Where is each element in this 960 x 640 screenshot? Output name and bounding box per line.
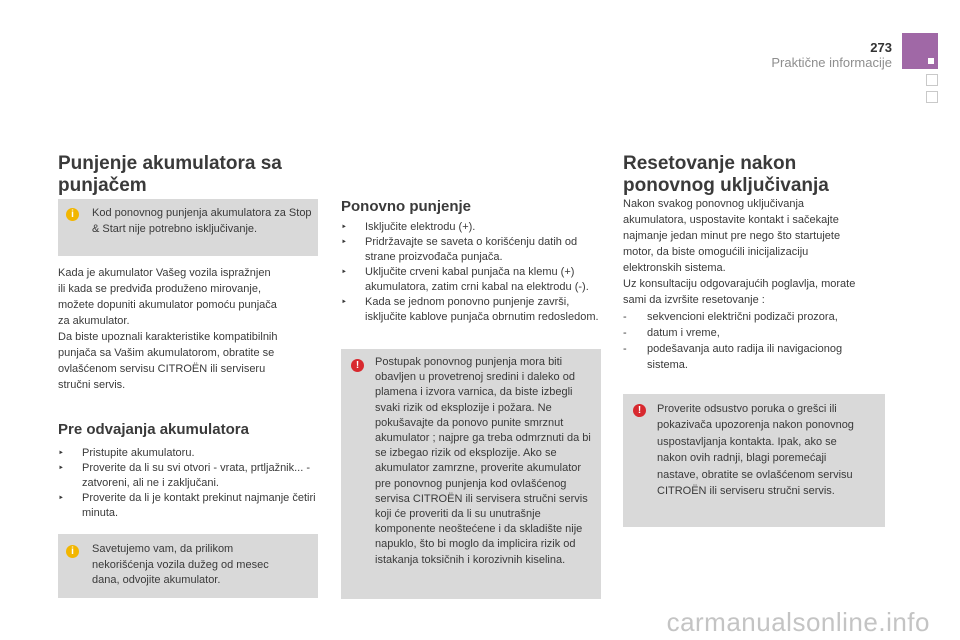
right-paragraph-line: motor, da biste omogućili inicijalizaciju bbox=[623, 246, 809, 258]
section-label: Praktične informacije bbox=[771, 55, 892, 70]
arrow-bullet-icon: ‣ bbox=[341, 222, 347, 233]
left-paragraph-line: Kada je akumulator Vašeg vozila ispražnjen bbox=[58, 267, 271, 279]
middle-warning-text: Postupak ponovnog punjenja mora biti obavljen u provetrenoj sredini i daleko od plamena i izvora varnica, da biste izbegli svaki rizik od eksplozije i požara. Ne pokušavajte da ponovo punite smrznut akumulator ; najpre ga treba odmrznuti da bi se izbegao rizik od eksplozije. Ako se akumulator zamrzne, proverite akumulator pre ponovnog punjenja kod ovlašćenog servisa CITROËN ili servisera stručni servis koji će proveriti da li su unutrašnje komponente neoštećene i da skladište nije napuklo, što bi moglo da implicira rizik od istakanja toksičnih i korozivnih kiselina. bbox=[375, 356, 591, 566]
right-paragraph bbox=[623, 196, 888, 308]
chapter-tab-active bbox=[902, 33, 938, 69]
warning-icon: ! bbox=[633, 404, 646, 417]
chapter-tab-1 bbox=[926, 74, 938, 86]
right-paragraph-line: najmanje jedan minut pre nego što startujete bbox=[623, 230, 841, 242]
right-title: Resetovanje nakon ponovnog uključivanja bbox=[623, 153, 829, 196]
left-info-box-2 bbox=[58, 534, 318, 598]
left-paragraph-line: ovlašćenom servisu CITROËN ili serviseru bbox=[58, 363, 266, 375]
middle-warning-box bbox=[341, 349, 601, 599]
arrow-bullet-icon: ‣ bbox=[58, 493, 64, 504]
right-paragraph-line: Nakon svakog ponovnog uključivanja bbox=[623, 198, 805, 210]
left-paragraph-line: možete dopuniti akumulator pomoću punjača bbox=[58, 299, 277, 311]
warning-icon: ! bbox=[351, 359, 364, 372]
left-paragraph-line: Da biste upoznali karakteristike kompatibilnih bbox=[58, 331, 278, 343]
middle-title: Ponovno punjenje bbox=[341, 198, 471, 215]
left-paragraph-line: za akumulator. bbox=[58, 315, 130, 327]
list-item: - sekvencioni električni podizači prozora, bbox=[623, 311, 838, 323]
list-item: ‣ Isključite elektrodu (+). bbox=[341, 221, 476, 233]
list-item: ‣ Kada se jednom ponovno punjenje završi, isključite kablove punjača obrnutim redosledom. bbox=[341, 296, 599, 323]
list-item: ‣ Pridržavajte se saveta o korišćenju datih od strane proizvođača punjača. bbox=[341, 236, 578, 263]
left-bullets bbox=[58, 446, 318, 521]
right-warning-text: Proverite odsustvo poruka o grešci ili pokazivača upozorenja nakon ponovnog uspostavljanja kontakta. Ipak, ako se nakon ovih radnji, blagi poremećaji nastave, obratite se ovlašćenom servisu CITROËN ili serviseru stručni servis. bbox=[657, 403, 854, 498]
left-paragraph bbox=[58, 265, 318, 393]
list-item: ‣ Proverite da li je kontakt prekinut najmanje četiri minuta. bbox=[58, 492, 316, 519]
left-info-box bbox=[58, 199, 318, 256]
left-info-text-2: Savetujemo vam, da prilikom nekorišćenja vozila dužeg od mesec dana, odvojite akumulator. bbox=[92, 543, 269, 586]
right-paragraph-line: sami da izvršite resetovanje : bbox=[623, 294, 765, 306]
right-warning-box bbox=[623, 394, 885, 527]
right-paragraph-line: elektronskih sistema. bbox=[623, 262, 726, 274]
list-item: ‣ Proverite da li su svi otvori - vrata, prtljažnik... - zatvoreni, ali ne i zaključani. bbox=[58, 462, 311, 489]
right-dashes bbox=[623, 309, 878, 373]
arrow-bullet-icon: ‣ bbox=[58, 463, 64, 474]
list-item: ‣ Pristupite akumulatoru. bbox=[58, 447, 195, 459]
left-title: Punjenje akumulatora sa punjačem bbox=[58, 153, 282, 196]
left-info-text: Kod ponovnog punjenja akumulatora za Stop & Start nije potrebno isključivanje. bbox=[92, 207, 312, 235]
arrow-bullet-icon: ‣ bbox=[341, 237, 347, 248]
info-icon: i bbox=[66, 208, 79, 221]
arrow-bullet-icon: ‣ bbox=[58, 448, 64, 459]
chapter-tab-2 bbox=[926, 91, 938, 103]
arrow-bullet-icon: ‣ bbox=[341, 267, 347, 278]
arrow-bullet-icon: ‣ bbox=[341, 297, 347, 308]
right-paragraph-line: Uz konsultaciju odgovarajućih poglavlja, morate bbox=[623, 278, 856, 290]
info-icon: i bbox=[66, 545, 79, 558]
page-number: 273 bbox=[870, 40, 892, 55]
watermark: carmanualsonline.info bbox=[666, 607, 930, 637]
left-paragraph-line: stručni servis. bbox=[58, 379, 126, 391]
left-paragraph-line: punjača sa Vašim akumulatorom, obratite se bbox=[58, 347, 275, 359]
tab-dot-icon bbox=[928, 58, 934, 64]
list-item: ‣ Uključite crveni kabal punjača na klemu (+) akumulatora, zatim crni kabal na elektrodu (-). bbox=[341, 266, 589, 293]
middle-bullets bbox=[341, 220, 603, 325]
left-subtitle: Pre odvajanja akumulatora bbox=[58, 421, 249, 438]
list-item: - podešavanja auto radija ili navigacionog sistema. bbox=[623, 343, 843, 371]
list-item: - datum i vreme, bbox=[623, 327, 720, 339]
right-paragraph-line: akumulatora, uspostavite kontakt i sačekajte bbox=[623, 214, 839, 226]
left-paragraph-line: ili kada se predviđa produženo mirovanje, bbox=[58, 283, 262, 295]
